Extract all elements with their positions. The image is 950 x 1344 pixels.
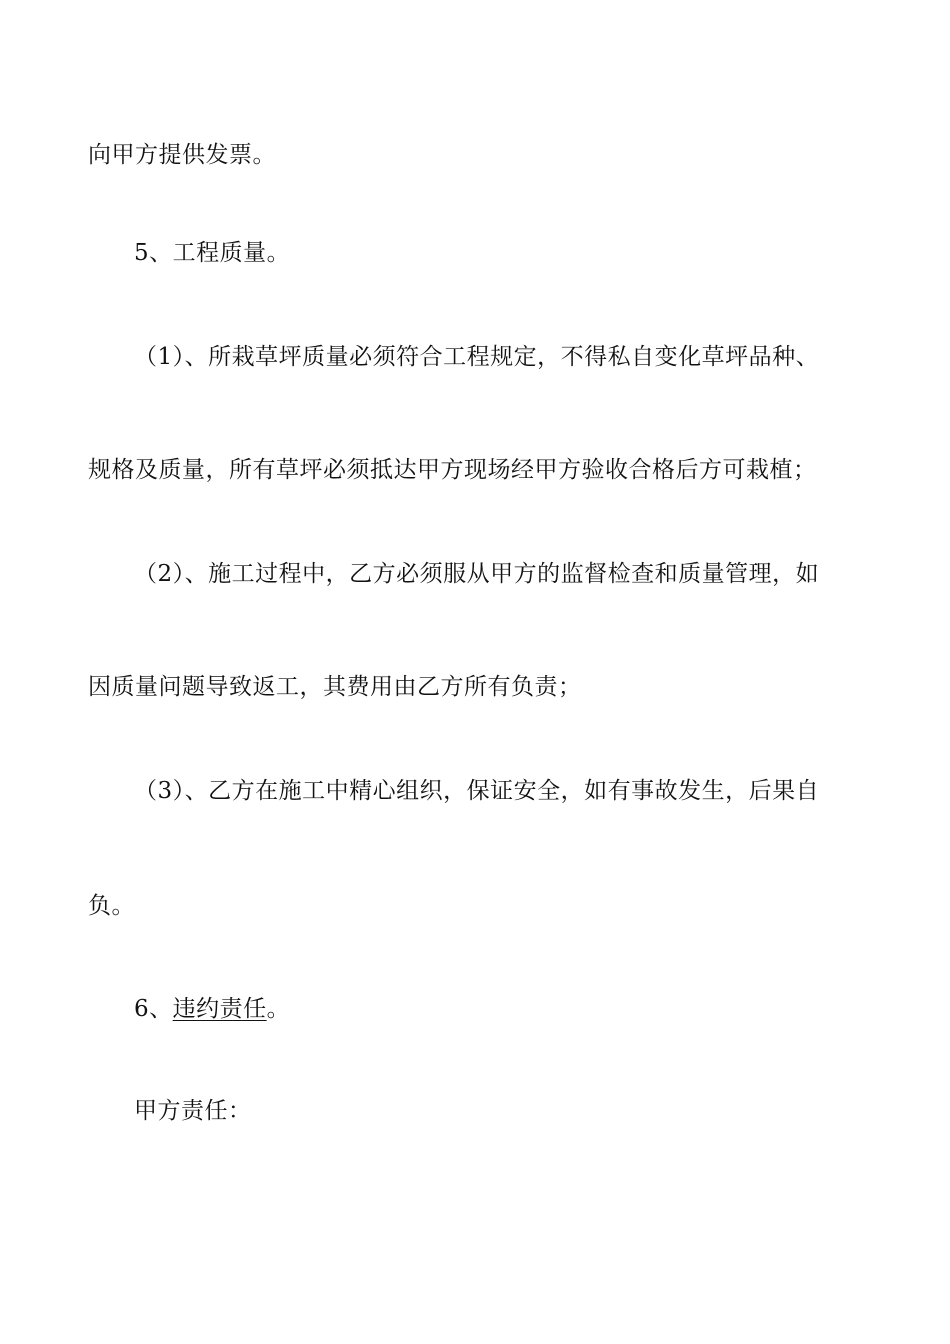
clause-3-line-2: 负。 — [88, 893, 135, 919]
party-a-responsibility-heading: 甲方责任： — [134, 1098, 252, 1124]
section-6-number: 6、 — [134, 996, 173, 1022]
section-6-heading — [134, 994, 290, 1024]
paragraph-invoice-end: 向甲方提供发票。 — [88, 142, 276, 168]
clause-2-line-2: 因质量问题导致返工，其费用由乙方所有负责； — [88, 674, 582, 700]
clause-1-line-1: （1）、所栽草坪质量必须符合工程规定，不得私自变化草坪品种、 — [134, 344, 820, 370]
section-5-heading: 5、工程质量。 — [134, 240, 291, 266]
clause-1-line-2: 规格及质量，所有草坪必须抵达甲方现场经甲方验收合格后方可栽植； — [88, 457, 817, 483]
clause-3-line-1: （3）、乙方在施工中精心组织，保证安全，如有事故发生，后果自 — [134, 778, 820, 804]
section-6-period: 。 — [266, 996, 291, 1022]
section-6-title-underlined: 违约责任 — [172, 996, 267, 1022]
clause-2-line-1: （2）、施工过程中，乙方必须服从甲方的监督检查和质量管理，如 — [134, 561, 820, 587]
